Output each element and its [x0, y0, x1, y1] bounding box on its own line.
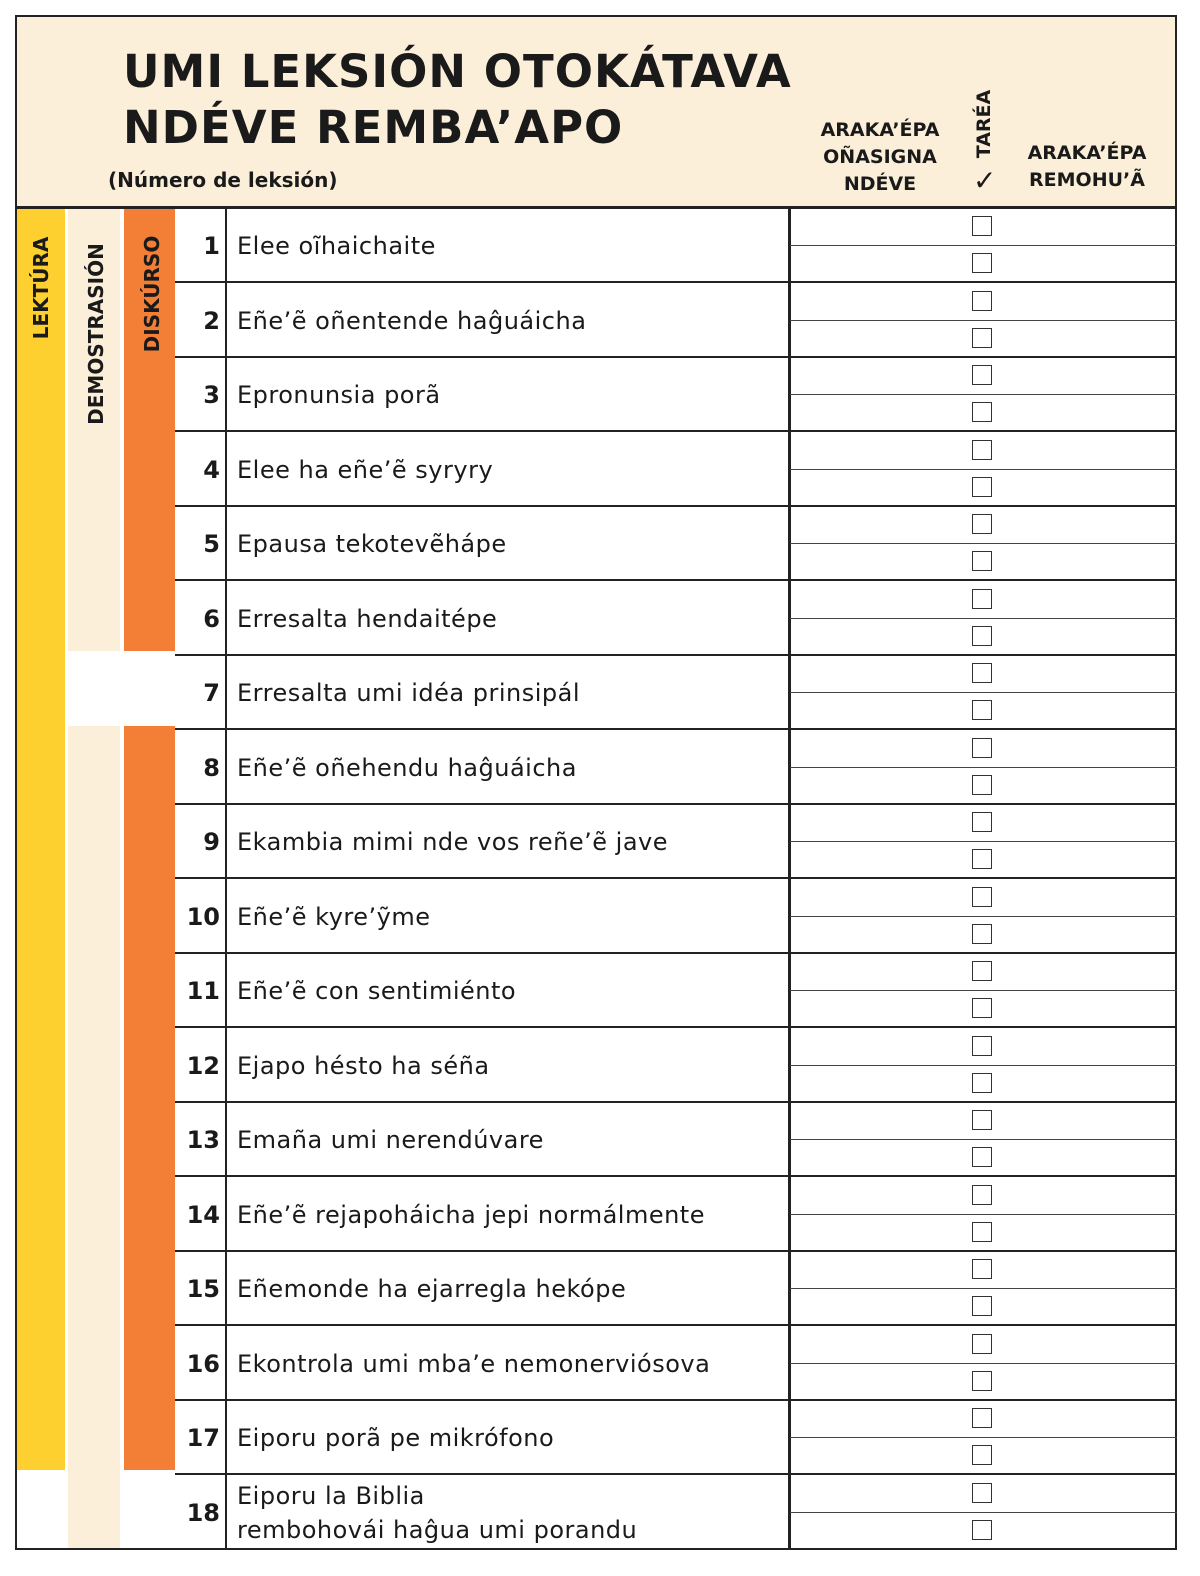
- lesson-title-cell: [237, 1252, 777, 1326]
- lesson-number: 8: [203, 753, 220, 782]
- task-checkbox[interactable]: [972, 1334, 992, 1354]
- lesson-title: Epausa tekotevẽhápe: [237, 530, 507, 558]
- tracking-sub-divider: [790, 990, 1177, 991]
- lesson-title-cell: [237, 656, 777, 730]
- lesson-title-cell: [237, 284, 777, 358]
- task-checkbox[interactable]: [972, 626, 992, 646]
- tracking-sub-divider: [790, 245, 1177, 246]
- category-band-talk-lower: [124, 726, 175, 1470]
- tracking-sub-divider: [790, 1288, 1177, 1289]
- tracking-sub-divider: [790, 1065, 1177, 1066]
- tracking-sub-divider: [790, 1512, 1177, 1513]
- category-band-demonstration-lower: [68, 726, 120, 1548]
- lesson-number-caption: (Número de leksión): [108, 168, 338, 192]
- lesson-row: [175, 582, 1177, 656]
- lesson-title: Ejapo hésto ha séña: [237, 1051, 490, 1080]
- lesson-number: 6: [203, 604, 220, 633]
- tracking-sub-divider: [790, 394, 1177, 395]
- lesson-title-cell: [237, 731, 777, 805]
- lesson-row: [175, 1401, 1177, 1475]
- task-checkbox[interactable]: [972, 961, 992, 981]
- lesson-row: [175, 954, 1177, 1028]
- task-checkbox[interactable]: [972, 700, 992, 720]
- task-checkbox[interactable]: [972, 514, 992, 534]
- task-checkbox[interactable]: [972, 887, 992, 907]
- lesson-number: 11: [186, 977, 220, 1005]
- lesson-title-cell: [237, 507, 777, 581]
- lesson-number: 7: [203, 679, 220, 707]
- lesson-row: [175, 209, 1177, 283]
- lesson-number: 18: [186, 1498, 220, 1527]
- page-title: [123, 44, 792, 156]
- task-checkbox[interactable]: [972, 551, 992, 571]
- lesson-number: 14: [186, 1200, 220, 1229]
- lesson-row: [175, 880, 1177, 954]
- task-checkbox[interactable]: [972, 1185, 992, 1205]
- tracking-sub-divider: [790, 1139, 1177, 1140]
- tracking-sub-divider: [790, 916, 1177, 917]
- lesson-title-cell: [237, 433, 777, 507]
- task-checkbox[interactable]: [972, 1483, 992, 1503]
- lesson-title: Ekontrola umi mba’e nemonerviósova: [237, 1349, 711, 1378]
- tracking-sub-divider: [790, 543, 1177, 544]
- task-checkbox[interactable]: [972, 1036, 992, 1056]
- task-checkbox[interactable]: [972, 1222, 992, 1242]
- task-checkbox[interactable]: [972, 402, 992, 422]
- task-checkbox[interactable]: [972, 849, 992, 869]
- lesson-row: [175, 1327, 1177, 1401]
- task-checkbox[interactable]: [972, 1445, 992, 1465]
- lesson-title-cell: [237, 209, 777, 283]
- tracking-sub-divider: [790, 320, 1177, 321]
- tracking-sub-divider: [790, 767, 1177, 768]
- lesson-row: [175, 433, 1177, 507]
- lesson-row: [175, 805, 1177, 879]
- lesson-title: Eñemonde ha ejarregla hekópe: [237, 1275, 627, 1303]
- task-checkbox[interactable]: [972, 589, 992, 609]
- task-checkbox[interactable]: [972, 477, 992, 497]
- task-checkbox[interactable]: [972, 253, 992, 273]
- lesson-number: 4: [203, 455, 220, 484]
- tracking-sub-divider: [790, 1363, 1177, 1364]
- lesson-number: 15: [186, 1275, 220, 1303]
- tracking-sub-divider: [790, 618, 1177, 619]
- task-checkbox[interactable]: [972, 1371, 992, 1391]
- task-checkbox[interactable]: [972, 1520, 992, 1540]
- lesson-row: [175, 656, 1177, 730]
- lesson-title-cell: [237, 1103, 777, 1177]
- column-header-task: [971, 88, 997, 160]
- lesson-number: 12: [186, 1051, 220, 1080]
- task-checkbox[interactable]: [972, 1408, 992, 1428]
- column-header-assigned: ARAKA’ÉPA OÑASIGNA NDÉVE: [820, 119, 940, 195]
- column-header-completed: ARAKA’ÉPA REMOHU’Ã: [1027, 142, 1147, 191]
- task-checkbox[interactable]: [972, 924, 992, 944]
- task-checkbox[interactable]: [972, 663, 992, 683]
- lesson-number: 1: [203, 232, 220, 260]
- lesson-title: Eñe’ẽ kyre’ỹme: [237, 902, 431, 931]
- lesson-title-cell: [237, 805, 777, 879]
- task-checkbox[interactable]: [972, 328, 992, 348]
- lesson-title-cell: [237, 1178, 777, 1252]
- category-label-demonstration: DEMOSTRASIÓN: [84, 243, 108, 425]
- lesson-row: [175, 284, 1177, 358]
- lesson-title: Epronunsia porã: [237, 381, 441, 409]
- lesson-title-cell: [237, 1401, 777, 1475]
- task-checkbox[interactable]: [972, 1259, 992, 1279]
- lesson-row: [175, 507, 1177, 581]
- task-checkbox[interactable]: [972, 216, 992, 236]
- lesson-number: 17: [186, 1424, 220, 1452]
- column-header-task-label: TARÉA: [973, 89, 995, 159]
- lesson-title: Elee ha eñe’ẽ syryry: [237, 455, 494, 484]
- lesson-row: [175, 1178, 1177, 1252]
- lesson-row: [175, 1029, 1177, 1103]
- lesson-row: [175, 731, 1177, 805]
- task-checkbox[interactable]: [972, 998, 992, 1018]
- lesson-title-cell: [237, 880, 777, 954]
- lesson-title: Emaña umi nerendúvare: [237, 1126, 544, 1154]
- task-checkbox[interactable]: [972, 1110, 992, 1130]
- lesson-title: Erresalta umi idéa prinsipál: [237, 679, 580, 707]
- tracking-sub-divider: [790, 1437, 1177, 1438]
- tracking-sub-divider: [790, 469, 1177, 470]
- lesson-number: 9: [203, 828, 220, 856]
- title-line-1: UMI LEKSIÓN OTOKÁTAVA: [123, 45, 792, 98]
- category-label-talk: DISKÚRSO: [140, 235, 164, 353]
- title-line-2: NDÉVE REMBA’APO: [123, 101, 624, 154]
- lesson-number: 5: [203, 530, 220, 558]
- lesson-row: [175, 1252, 1177, 1326]
- lesson-row: [175, 1103, 1177, 1177]
- tracking-sub-divider: [790, 692, 1177, 693]
- lesson-title-cell: [237, 954, 777, 1028]
- lesson-title-cell: [237, 1029, 777, 1103]
- category-label-reading: LEKTÚRA: [29, 236, 53, 340]
- task-checkbox[interactable]: [972, 1296, 992, 1316]
- lesson-number: 2: [203, 306, 220, 335]
- lesson-number: 16: [186, 1349, 220, 1378]
- lesson-title: Eiporu porã pe mikrófono: [237, 1424, 555, 1452]
- lesson-title: Ekambia mimi nde vos reñe’ẽ jave: [237, 828, 668, 856]
- task-checkbox[interactable]: [972, 440, 992, 460]
- lesson-row: [175, 358, 1177, 432]
- task-checkbox[interactable]: [972, 812, 992, 832]
- lesson-title: Eñe’ẽ oñentende haĝuáicha: [237, 306, 587, 335]
- lesson-title-cell: [237, 1327, 777, 1401]
- tracking-sub-divider: [790, 841, 1177, 842]
- lesson-number: 3: [203, 381, 220, 409]
- lesson-number: 13: [186, 1126, 220, 1154]
- lesson-row: [175, 1476, 1177, 1550]
- lesson-title-cell: [237, 1476, 777, 1550]
- lesson-number: 10: [186, 902, 220, 931]
- checkmark-icon: ✓: [973, 164, 997, 197]
- task-checkbox[interactable]: [972, 291, 992, 311]
- task-checkbox[interactable]: [972, 1147, 992, 1167]
- lesson-title: Elee oĩhaichaite: [237, 232, 436, 260]
- lesson-title-cell: [237, 582, 777, 656]
- category-band-reading: [17, 209, 65, 1470]
- lesson-title: Eñe’ẽ rejapoháicha jepi normálmente: [237, 1200, 705, 1229]
- task-checkbox[interactable]: [972, 365, 992, 385]
- task-checkbox[interactable]: [972, 1073, 992, 1093]
- task-checkbox[interactable]: [972, 775, 992, 795]
- lesson-title-cell: [237, 358, 777, 432]
- task-checkbox[interactable]: [972, 738, 992, 758]
- lesson-title: Erresalta hendaitépe: [237, 604, 498, 633]
- lesson-title: Eiporu la Biblia rembohovái haĝua umi porandu: [237, 1481, 638, 1544]
- lesson-title: Eñe’ẽ con sentimiénto: [237, 977, 517, 1005]
- lesson-title: Eñe’ẽ oñehendu haĝuáicha: [237, 753, 577, 782]
- tracking-sub-divider: [790, 1214, 1177, 1215]
